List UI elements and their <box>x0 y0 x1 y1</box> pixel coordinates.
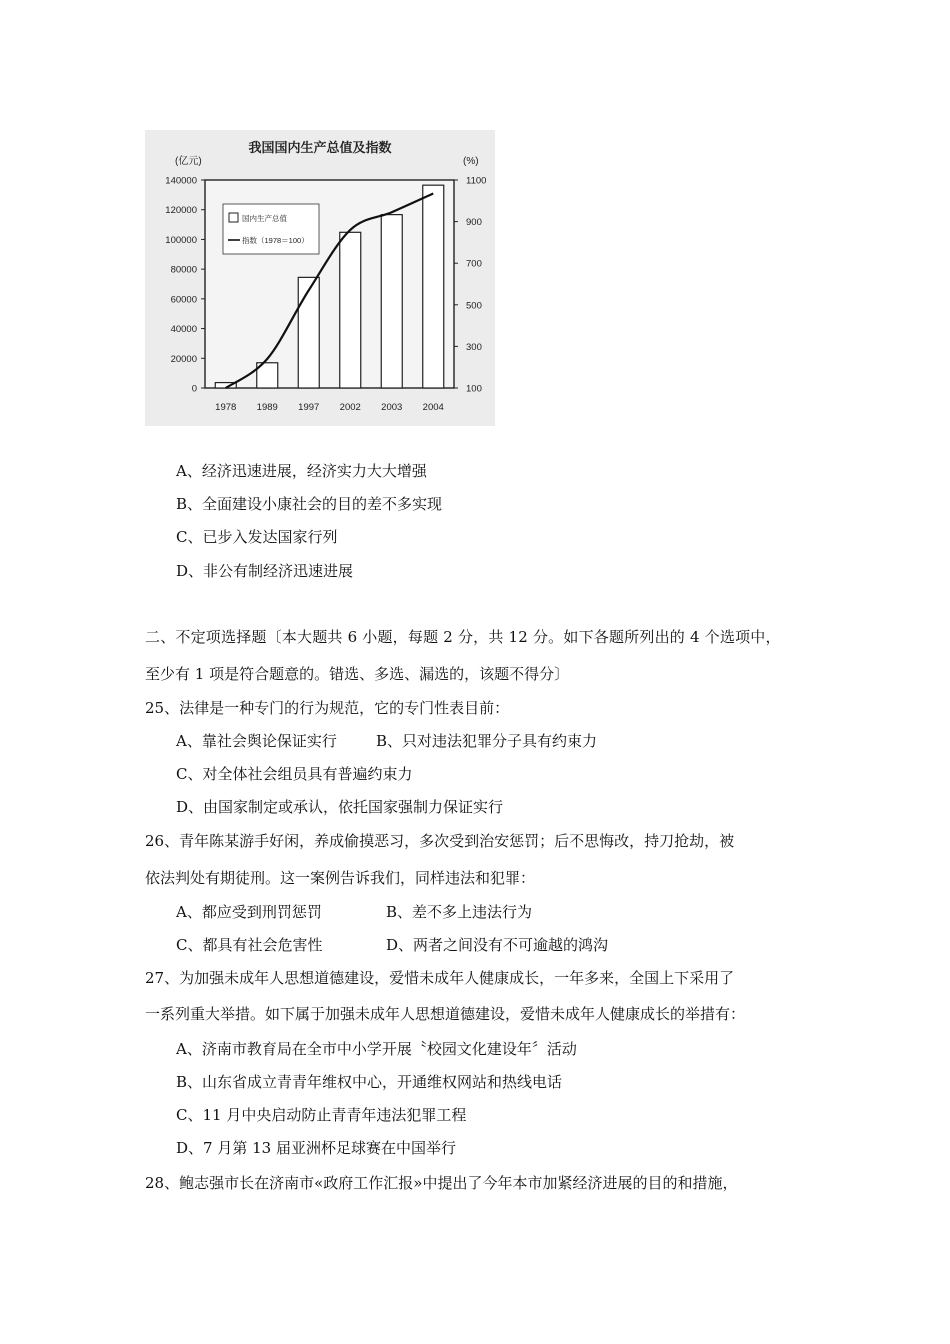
x-tick-label: 1978 <box>215 402 237 413</box>
right-tick-label: 100 <box>466 383 482 395</box>
q24-option-c[interactable]: C、已步入发达国家行列 <box>176 528 338 546</box>
q25-option-a[interactable]: A、靠社会舆论保证实行 <box>176 732 337 750</box>
q26-stem-line2: 依法判处有期徒刑。这一案例告诉我们，同样违法和犯罪： <box>145 869 536 887</box>
left-tick-label: 0 <box>191 383 197 395</box>
q24-option-d[interactable]: D、非公有制经济迅速进展 <box>176 562 354 580</box>
right-tick-label: 1100 <box>466 175 487 187</box>
right-tick-label: 900 <box>466 217 482 229</box>
chart-title: 我国国内生产总值及指数 <box>248 140 392 155</box>
q27-option-c[interactable]: C、11 月中央启动防止青青年违法犯罪工程 <box>176 1106 467 1124</box>
right-unit-label: (%) <box>463 156 479 167</box>
right-tick-label: 300 <box>466 341 482 353</box>
left-tick-label: 40000 <box>170 324 197 336</box>
legend-bar-label: 国内生产总值 <box>242 214 287 223</box>
q24-option-a[interactable]: A、经济迅速进展，经济实力大大增强 <box>176 462 427 480</box>
left-unit-label: (亿元) <box>175 156 202 167</box>
x-tick-label: 2004 <box>422 402 444 413</box>
q25-stem: 25、法律是一种专门的行为规范，它的专门性表目前： <box>145 699 510 717</box>
q27-stem-line2: 一系列重大举措。如下属于加强未成年人思想道德建设，爱惜未成年人健康成长的举措有： <box>145 1005 746 1023</box>
q28-stem-line1: 28、鲍志强市长在济南市«政府工作汇报»中提出了今年本市加紧经济进展的目的和措施， <box>145 1174 738 1192</box>
gdp-chart <box>145 130 495 426</box>
q24-option-b[interactable]: B、全面建设小康社会的目的差不多实现 <box>176 495 443 513</box>
gdp-bar <box>298 277 319 388</box>
x-tick-label: 1989 <box>256 402 278 413</box>
q27-option-d[interactable]: D、7 月第 13 届亚洲杯足球赛在中国举行 <box>176 1139 456 1157</box>
left-tick-label: 140000 <box>165 175 197 187</box>
right-tick-label: 500 <box>466 300 482 312</box>
legend-line-label: 指数（1978＝100） <box>242 236 309 245</box>
gdp-bar <box>381 215 402 388</box>
q26-option-b[interactable]: B、差不多上违法行为 <box>386 903 533 921</box>
q27-option-b[interactable]: B、山东省成立青青年维权中心，开通维权网站和热线电话 <box>176 1073 563 1091</box>
x-tick-label: 1997 <box>298 402 320 413</box>
q26-option-d[interactable]: D、两者之间没有不可逾越的鸿沟 <box>386 936 609 954</box>
x-tick-label: 2002 <box>339 402 361 413</box>
q27-option-a[interactable]: A、济南市教育局在全市中小学开展〝校园文化建设年〞活动 <box>176 1040 577 1058</box>
gdp-bar <box>423 185 444 388</box>
section2-instruction-line2: 至少有 1 项是符合题意的。错选、多选、漏选的，该题不得分〕 <box>145 665 570 683</box>
left-tick-label: 20000 <box>170 353 197 365</box>
chart-canvas <box>145 130 495 426</box>
q26-option-a[interactable]: A、都应受到刑罚惩罚 <box>176 903 322 921</box>
q27-stem-line1: 27、为加强未成年人思想道德建设，爱惜未成年人健康成长，一年多来，全国上下采用了 <box>145 969 735 987</box>
left-tick-label: 120000 <box>165 205 197 217</box>
q26-option-c[interactable]: C、都具有社会危害性 <box>176 936 323 954</box>
left-tick-label: 100000 <box>165 234 197 246</box>
section2-instruction-line1: 二、不定项选择题〔本大题共 6 小题，每题 2 分，共 12 分。如下各题所列出的 4 个选项中， <box>145 628 781 646</box>
legend-bar-swatch <box>229 213 238 222</box>
q26-stem-line1: 26、青年陈某游手好闲，养成偷摸恶习，多次受到治安惩罚；后不思悔改，持刀抢劫，被 <box>145 832 735 850</box>
right-tick-label: 700 <box>466 258 482 270</box>
q25-option-c[interactable]: C、对全体社会组员具有普遍约束力 <box>176 765 413 783</box>
q25-option-b[interactable]: B、只对违法犯罪分子具有约束力 <box>376 732 598 750</box>
legend-box <box>223 204 319 254</box>
q25-option-d[interactable]: D、由国家制定或承认，依托国家强制力保证实行 <box>176 798 504 816</box>
left-tick-label: 80000 <box>170 264 197 276</box>
left-tick-label: 60000 <box>170 294 197 306</box>
x-tick-label: 2003 <box>381 402 403 413</box>
gdp-bar <box>340 232 361 388</box>
